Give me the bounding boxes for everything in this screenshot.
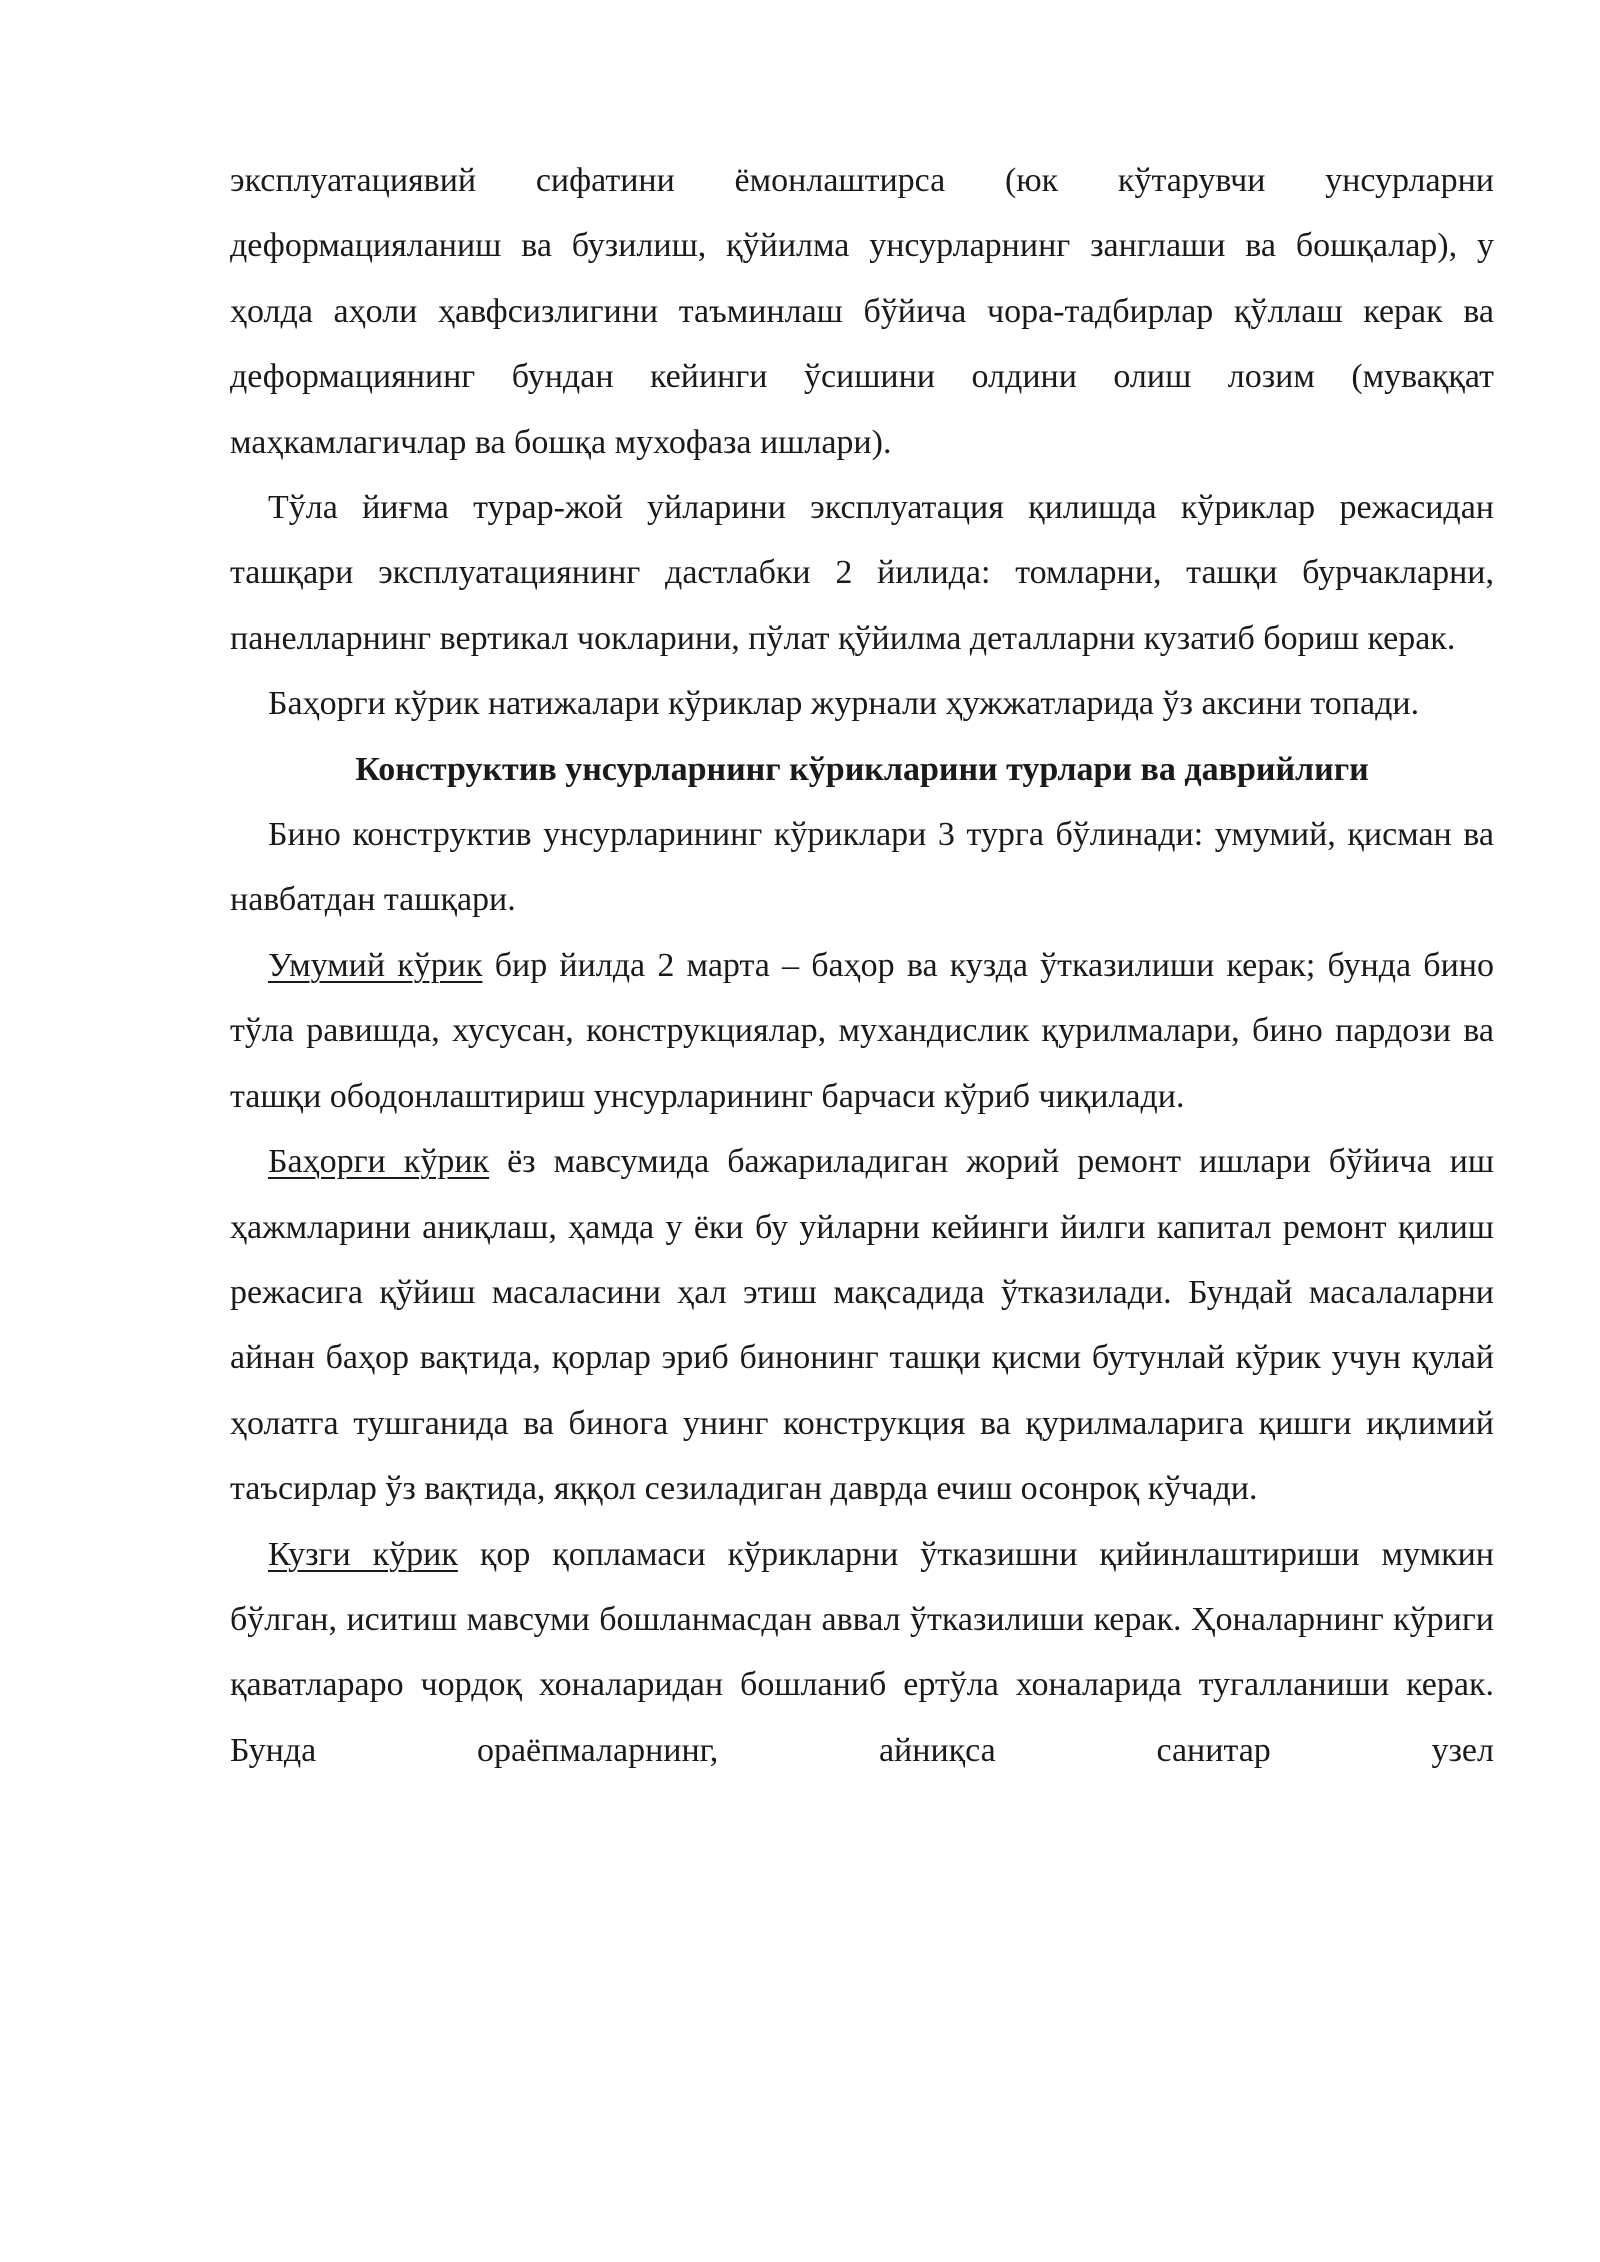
section-heading: Конструктив унсурларнинг кўрикларини турлари ва даврийлиги <box>355 750 1369 788</box>
general-inspection-text: бир йилда 2 марта – баҳор ва кузда ўтказилиши керак; бунда бино тўла равишда, хусусан, конструкциялар, мухандислик қурилмалари, бино пардози ва ташқи ободонлаштириш унсурларининг барчаси кўриб чиқилади. <box>230 946 1494 1115</box>
document-body <box>230 148 1494 1783</box>
term-general-inspection: Умумий кўрик <box>268 946 483 984</box>
spring-inspection-text: ёз мавсумида бажариладиган жорий ремонт ишлари бўйича иш ҳажмларини аниқлаш, ҳамда у ёки бу уйларни кейинги йилги капитал ремонт қилиш режасига қўйиш масаласини ҳал этиш мақсадида ўтказилади. Бундай масалаларни айнан баҳор вақтида, қорлар эриб бинонинг ташқи қисми бутунлай кўрик учун қулай ҳолатга тушганида ва бинога унинг конструкция ва қурилмаларига қишги иқлимий таъсирлар ўз вақтида, яққол сезиладиган даврда ечиш осонроқ кўчади. <box>230 1143 1494 1508</box>
paragraph-inspection-types: Бино конструктив унсурларининг кўриклари 3 турга бўлинади: умумий, қисман ва навбатдан ташқари. <box>230 816 1494 919</box>
paragraph-prefab-houses: Тўла йиғма турар-жой уйларини эксплуатация қилишда кўриклар режасидан ташқари эксплуатациянинг дастлабки 2 йилида: томларни, ташқи бурчакларни, панелларнинг вертикал чокларини, пўлат қўйилма деталларни кузатиб бориш керак. <box>230 489 1494 657</box>
paragraph-spring-inspection <box>230 1129 1494 1521</box>
paragraph-general-inspection <box>230 933 1494 1129</box>
paragraph-spring-results: Баҳорги кўрик натижалари кўриклар журнали ҳужжатларида ўз аксини топади. <box>268 685 1420 723</box>
paragraph-autumn-inspection <box>230 1522 1494 1784</box>
autumn-inspection-text: қор қопламаси кўрикларни ўтказишни қийинлаштириши мумкин бўлган, иситиш мавсуми бошланмасдан аввал ўтказилиши керак. Ҳоналарнинг кўриги қаватлараро чордоқ хоналаридан бошланиб ертўла хоналарида тугалланиши керак. Бунда ораёпмаларнинг, айниқса санитар узел <box>230 1535 1494 1769</box>
paragraph-continuation: эксплуатациявий сифатини ёмонлаштирса (юк кўтарувчи унсурларни деформацияланиш ва бузилиш, қўйилма унсурларнинг занглаши ва бошқалар), у ҳолда аҳоли ҳавфсизлигини таъминлаш бўйича чора-тадбирлар қўллаш керак ва деформациянинг бундан кейинги ўсишини олдини олиш лозим (муваққат маҳкамлагичлар ва бошқа мухофаза ишлари). <box>230 162 1494 461</box>
term-autumn-inspection: Кузги кўрик <box>268 1535 458 1573</box>
term-spring-inspection: Баҳорги кўрик <box>268 1143 490 1181</box>
